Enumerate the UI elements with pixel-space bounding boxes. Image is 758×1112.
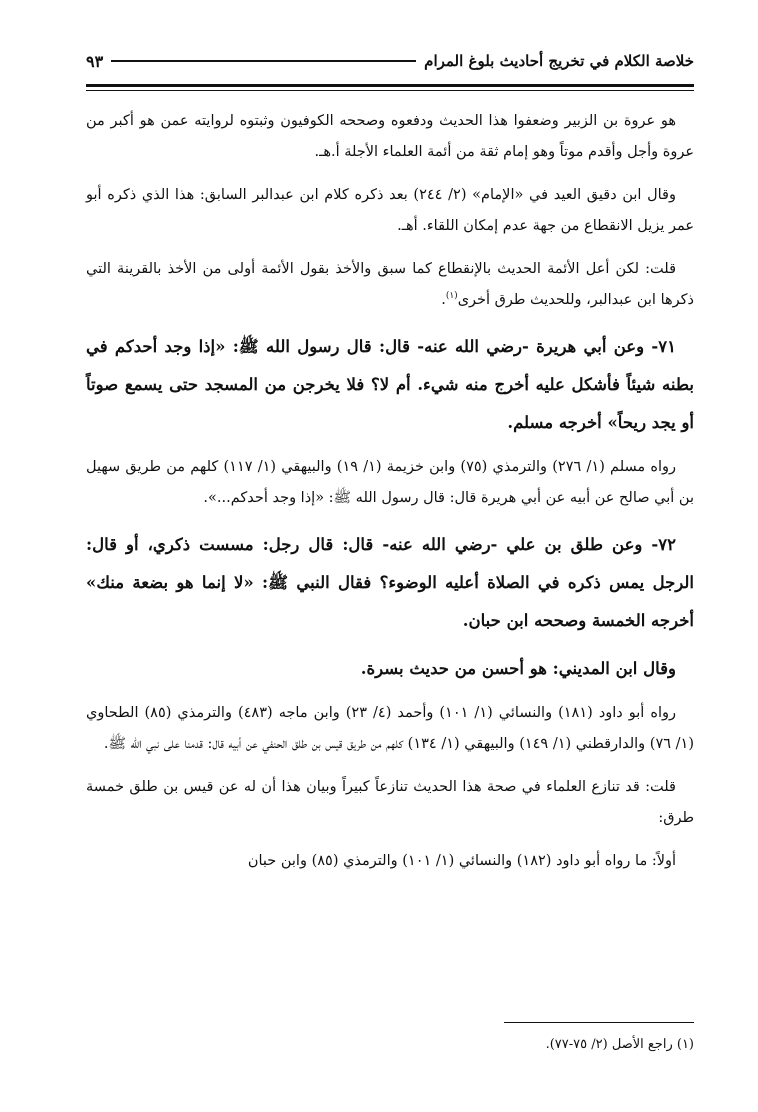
footnote: (١) راجع الأصل (٢/ ٧٥-٧٧). — [545, 1037, 694, 1052]
page-number: ٩٣ — [86, 51, 104, 71]
header-dash-line — [111, 60, 416, 62]
hadith-72: ٧٢- وعن طلق بن علي -رضي الله عنه- قال: قال رجل: مسست ذكري، أو قال: الرجل يمس ذكره في الصلاة أعليه الوضوء؟ فقال النبي ﷺ: «لا إنما هو بضعة منك» أخرجه الخمسة وصححه ابن حبان. — [86, 535, 694, 630]
footnote-separator — [504, 1022, 694, 1023]
paragraph-ibn-daqiq: وقال ابن دقيق العيد في «الإمام» (٢/ ٢٤٤) بعد ذكره كلام ابن عبدالبر السابق: هذا الذي ذكره أبو عمر يزيل الانقطاع من جهة عدم إمكان اللقاء. أهـ. — [86, 187, 694, 234]
header-title: خلاصة الكلام في تخريج أحاديث بلوغ المرام — [424, 52, 694, 70]
header-rule-thick — [86, 84, 694, 87]
header-rule-thin — [86, 90, 694, 91]
footnote-marker: (١) — [445, 291, 458, 302]
page-body — [86, 106, 694, 889]
paragraph-awwalan: أولاً: ما رواه أبو داود (١٨٢) والنسائي (١/ ١٠١) والترمذي (٨٥) وابن حبان — [247, 853, 676, 869]
paragraph-urwa: هو عروة بن الزبير وضعفوا هذا الحديث ودفعوه وصححه الكوفيون وثبتوه لروايته عمن هو أكبر من عروة وأجل وأقدم موتاً وهو إمام ثقة من أئمة العلماء الأجلة أ.هـ. — [86, 113, 694, 160]
hadith-71: ٧١- وعن أبي هريرة -رضي الله عنه- قال: قال رسول الله ﷺ: «إذا وجد أحدكم في بطنه شيئاً فأشكل عليه أخرج منه شيء. أم لا؟ فلا يخرجن من المسجد حتى يسمع صوتاً أو يجد ريحاً» أخرجه مسلم. — [86, 337, 694, 432]
running-header — [86, 46, 694, 76]
paragraph-qultu-1-tail: . — [441, 292, 446, 308]
ibn-al-madini-quote: وقال ابن المديني: هو أحسن من حديث بسرة. — [360, 659, 676, 678]
takhrij-71: رواه مسلم (١/ ٢٧٦) والترمذي (٧٥) وابن خزيمة (١/ ١٩) والبيهقي (١/ ١١٧) كلهم من طريق سهيل بن أبي صالح عن أبيه عن أبي هريرة قال: قال رسول الله ﷺ: «إذا وجد أحدكم...». — [86, 459, 694, 506]
paragraph-qultu-2: قلت: قد تنازع العلماء في صحة هذا الحديث تنازعاً كبيراً وبيان هذا أن له عن قيس بن طلق خمسة طرق: — [86, 779, 694, 826]
takhrij-72: رواه أبو داود (١٨١) والنسائي (١/ ١٠١) وأحمد (٤/ ٢٣) وابن ماجه (٤٨٣) والترمذي (٨٥) الطحاوي (١/ ٧٦) والدارقطني (١/ ١٤٩) والبيهقي (١/ ١٣٤) كلهم من طريق قيس بن طلق الحنفي عن أبيه قال: قدمنا على نبي الله ﷺ. — [86, 705, 694, 752]
paragraph-qultu-1 — [86, 254, 694, 316]
paragraph-qultu-1-text: قلت: لكن أعل الأئمة الحديث بالإنقطاع كما سبق والأخذ بقول الأئمة أولى من الأخذ بالقرينة التي ذكرها ابن عبدالبر، وللحديث طرق أخرى — [86, 261, 694, 308]
